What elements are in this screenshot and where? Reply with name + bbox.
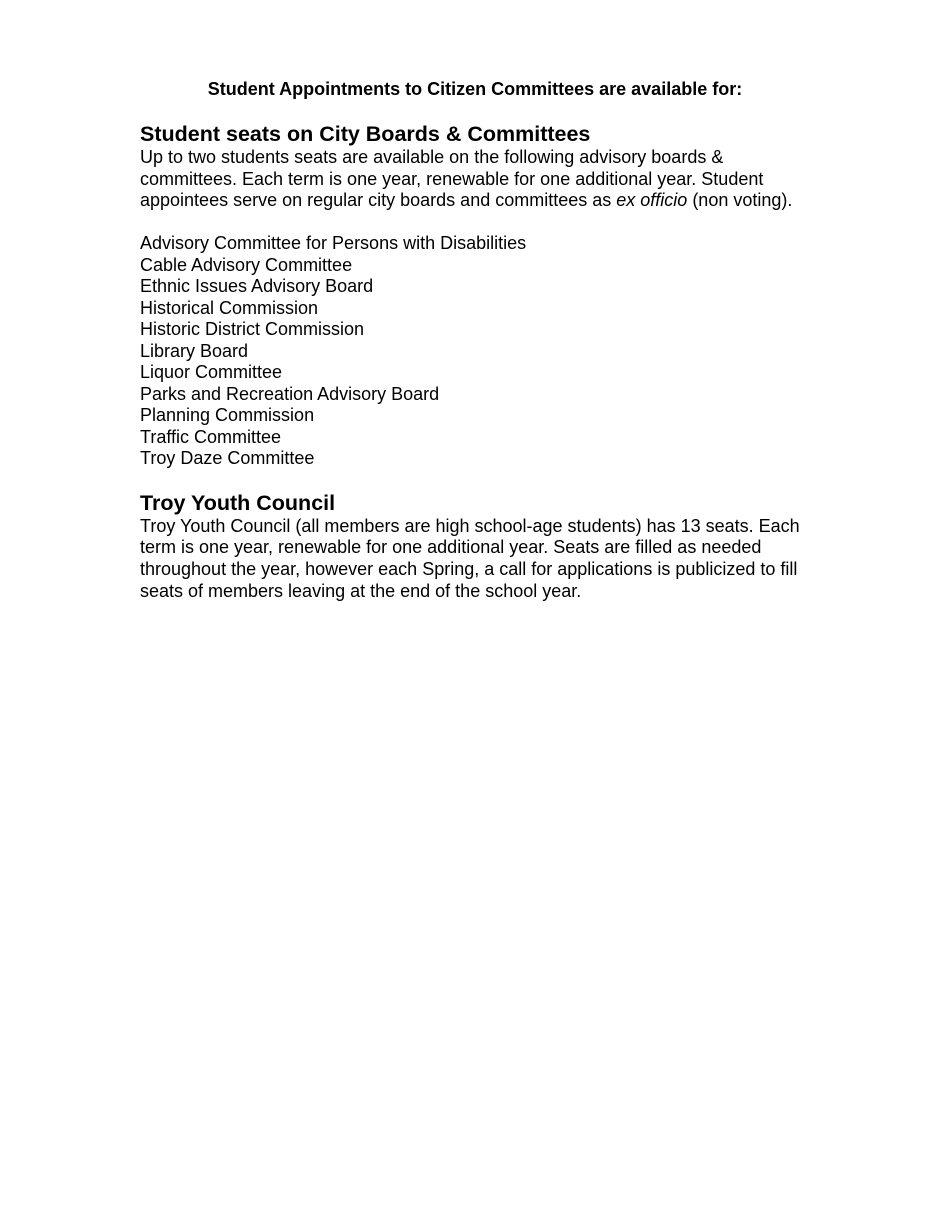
page-heading: Student Appointments to Citizen Committees are available for: — [207, 79, 743, 99]
section-youth-council — [140, 490, 820, 602]
list-item: Cable Advisory Committee — [140, 254, 353, 275]
list-item: Traffic Committee — [140, 426, 282, 447]
list-item: Ethnic Issues Advisory Board — [140, 276, 374, 297]
city-boards-description — [140, 147, 820, 212]
list-item: Historic District Commission — [140, 319, 365, 340]
list-item: Planning Commission — [140, 405, 315, 426]
youth-council-description: Troy Youth Council (all members are high school-age students) has 13 seats. Each term is one year, renewable for one additional year. Seats are filled as needed throughout the year, however each Spring, a call for applications is publicized to fill seats of members leaving at the end of the school year. — [140, 515, 800, 601]
list-item: Troy Daze Committee — [140, 448, 315, 469]
ex-officio-term: ex officio — [616, 190, 688, 211]
section-title-youth-council: Troy Youth Council — [140, 490, 336, 515]
description-text-end: (non voting). — [687, 190, 793, 211]
list-item: Parks and Recreation Advisory Board — [140, 383, 440, 404]
list-item: Historical Commission — [140, 297, 319, 318]
section-title-city-boards: Student seats on City Boards & Committees — [140, 122, 591, 146]
section-city-boards — [140, 121, 820, 470]
list-item: Library Board — [140, 340, 249, 361]
list-item: Advisory Committee for Persons with Disabilities — [140, 233, 527, 254]
document-body — [140, 121, 820, 602]
list-item: Liquor Committee — [140, 362, 283, 383]
description-text-start: Up to two students seats are available on the following advisory boards & committees. Each term is one year, renewable for one additional year. Student appointees serve on regular city boards and committees as — [140, 147, 764, 211]
committee-list — [140, 233, 820, 470]
